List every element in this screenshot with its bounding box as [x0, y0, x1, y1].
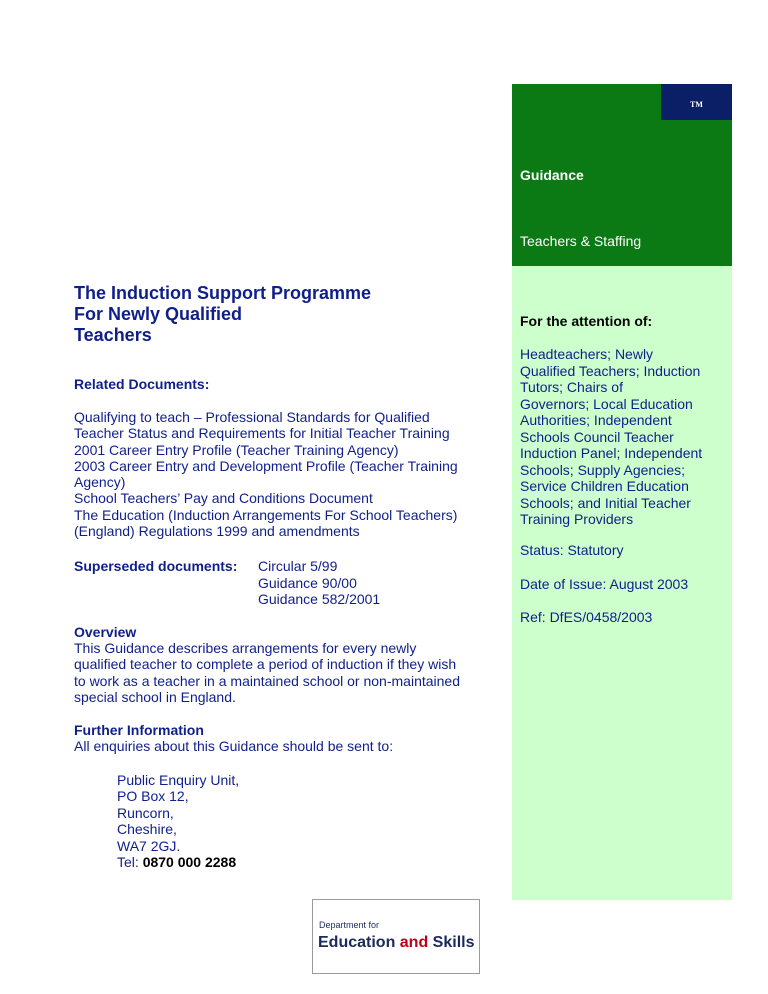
- title-line: Teachers: [74, 325, 152, 345]
- related-line: Teacher Status and Requirements for Initial Teacher Training: [74, 425, 450, 442]
- related-line: 2001 Career Entry Profile (Teacher Training Agency): [74, 441, 399, 458]
- status-text: Status: Statutory: [520, 542, 624, 558]
- related-documents-heading: Related Documents:: [74, 376, 210, 392]
- telephone-number: 0870 000 2288: [142, 854, 237, 871]
- logo-department-text: Department for: [319, 920, 380, 930]
- further-information-heading: Further Information: [74, 722, 204, 738]
- related-line: 2003 Career Entry and Development Profile (Teacher Training: [74, 457, 458, 474]
- logo-wordmark: [318, 934, 474, 952]
- title-line: For Newly Qualified: [74, 304, 243, 324]
- attention-line: Governors; Local Education: [520, 395, 693, 412]
- related-line: The Education (Induction Arrangements For School Teachers): [74, 506, 458, 523]
- attention-list: [520, 346, 728, 528]
- logo-skills: Skills: [428, 934, 475, 951]
- superseded-item: Guidance 90/00: [258, 574, 357, 591]
- overview-line: qualified teacher to complete a period of induction if they wish: [74, 656, 457, 673]
- superseded-label: Superseded documents:: [74, 558, 238, 574]
- attention-line: Service Children Education: [520, 478, 689, 494]
- attention-line: Authorities; Independent: [520, 412, 672, 428]
- overview-heading: Overview: [74, 624, 137, 640]
- related-line: Qualifying to teach – Professional Standards for Qualified: [74, 409, 430, 425]
- overview-text: [74, 640, 504, 705]
- related-line: School Teachers’ Pay and Conditions Document: [74, 490, 373, 507]
- attention-line: Qualified Teachers; Induction: [520, 362, 701, 379]
- attention-line: Training Providers: [520, 511, 634, 527]
- trademark-mark: TM: [690, 100, 703, 109]
- attention-line: Induction Panel; Independent: [520, 445, 703, 461]
- reference-text: Ref: DfES/0458/2003: [520, 609, 653, 625]
- document-type-label: Guidance: [520, 167, 584, 183]
- attention-line: Tutors; Chairs of: [520, 379, 623, 395]
- related-line: Agency): [74, 474, 126, 491]
- address-line: WA7 2GJ.: [117, 837, 181, 854]
- issue-date-text: Date of Issue: August 2003: [520, 576, 689, 592]
- address-line: Cheshire,: [117, 821, 177, 838]
- attention-line: Schools Council Teacher: [520, 428, 674, 445]
- overview-line: special school in England.: [74, 688, 236, 705]
- attention-line: Schools; and Initial Teacher: [520, 494, 691, 511]
- document-title: [74, 283, 494, 346]
- title-line: The Induction Support Programme: [74, 283, 372, 303]
- superseded-item: Guidance 582/2001: [258, 591, 381, 607]
- further-information-text: All enquiries about this Guidance should be sent to:: [74, 738, 394, 754]
- attention-line: Schools; Supply Agencies;: [520, 461, 685, 478]
- address-line: Runcorn,: [117, 804, 174, 821]
- related-documents-list: [74, 409, 504, 539]
- related-line: (England) Regulations 1999 and amendments: [74, 523, 360, 540]
- attention-heading: For the attention of:: [520, 313, 653, 329]
- superseded-list: [258, 558, 380, 608]
- address-line: Public Enquiry Unit,: [117, 772, 240, 788]
- superseded-item: Circular 5/99: [258, 558, 338, 574]
- overview-line: to work as a teacher in a maintained school or non-maintained: [74, 672, 460, 689]
- address-line: PO Box 12,: [117, 788, 189, 805]
- telephone-line: [117, 854, 239, 870]
- category-label: Teachers & Staffing: [520, 233, 642, 249]
- logo-and: and: [399, 934, 429, 951]
- logo-education: Education: [318, 934, 400, 951]
- telephone-label: Tel:: [117, 854, 143, 871]
- postal-address: [117, 772, 239, 870]
- attention-line: Headteachers; Newly: [520, 346, 654, 362]
- overview-line: This Guidance describes arrangements for every newly: [74, 640, 417, 656]
